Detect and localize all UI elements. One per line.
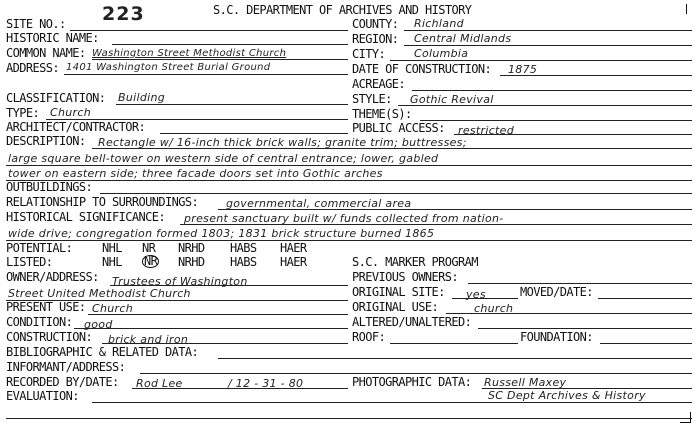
- evaluation-label: EVALUATION:: [6, 389, 79, 403]
- potential-nr: NR: [142, 241, 156, 255]
- recorded-by-value: Rod Lee: [136, 377, 183, 390]
- condition-line: [74, 328, 348, 329]
- recorded-by-line: [132, 388, 348, 389]
- city-line: [390, 60, 692, 61]
- roof-label: ROOF:: [352, 330, 386, 344]
- classification-line: [116, 104, 348, 105]
- significance-line-1: [180, 224, 692, 225]
- crop-mark-top: [686, 4, 687, 14]
- original-use-label: ORIGINAL USE:: [352, 300, 439, 314]
- public-access-label: PUBLIC ACCESS:: [352, 121, 445, 135]
- previous-owners-label: PREVIOUS OWNERS:: [352, 270, 458, 284]
- outbuildings-label: OUTBUILDINGS:: [6, 180, 93, 194]
- themes-line: [420, 120, 692, 121]
- photographer-org-value: SC Dept Archives & History: [488, 389, 646, 402]
- moved-date-line: [598, 298, 692, 299]
- evaluation-line: [92, 402, 692, 403]
- significance-line-1-text: present sanctuary built w/ funds collected from nation-: [184, 212, 504, 225]
- county-label: COUNTY:: [352, 17, 399, 31]
- altered-line: [478, 328, 692, 329]
- listed-nrhd: NRHD: [178, 255, 205, 269]
- original-use-line: [446, 313, 692, 314]
- recorded-date-value: / 12 - 31 - 80: [228, 377, 304, 390]
- foundation-line: [600, 343, 692, 344]
- relationship-label: RELATIONSHIP TO SURROUNDINGS:: [6, 195, 199, 209]
- classification-value: Building: [118, 91, 166, 104]
- public-access-value: restricted: [458, 124, 515, 137]
- owner-label: OWNER/ADDRESS:: [6, 270, 99, 284]
- description-line-2: [6, 165, 692, 166]
- common-name-line: [92, 59, 348, 60]
- description-line-3: [6, 180, 692, 181]
- style-value: Gothic Revival: [410, 93, 494, 106]
- roof-line: [390, 343, 518, 344]
- owner-value-1: Trustees of Washington: [112, 275, 248, 288]
- original-site-label: ORIGINAL SITE:: [352, 285, 445, 299]
- themes-label: THEME(S):: [352, 107, 412, 121]
- construction-line: [102, 343, 348, 344]
- architect-label: ARCHITECT/CONTRACTOR:: [6, 120, 146, 134]
- county-line: [404, 30, 692, 31]
- form-title: S.C. DEPARTMENT OF ARCHIVES AND HISTORY: [213, 3, 472, 17]
- site-no-value: 223: [102, 3, 145, 25]
- style-label: STYLE:: [352, 92, 392, 106]
- relationship-line: [218, 209, 692, 210]
- potential-nhl: NHL: [102, 241, 122, 255]
- original-site-value: yes: [466, 288, 486, 301]
- site-no-line: [70, 30, 348, 31]
- common-name-value: Washington Street Methodist Church: [92, 48, 287, 59]
- listed-habs: HABS: [230, 255, 257, 269]
- classification-label: CLASSIFICATION:: [6, 91, 106, 105]
- potential-nrhd: NRHD: [178, 241, 205, 255]
- city-label: CITY:: [352, 47, 386, 61]
- present-use-line: [88, 314, 348, 315]
- description-line-1-text: Rectangle w/ 16-inch thick brick walls; granite trim; buttresses;: [98, 136, 467, 149]
- listed-haer: HAER: [280, 255, 307, 269]
- listed-nr-circled: NR: [144, 254, 158, 268]
- bibliographic-label: BIBLIOGRAPHIC & RELATED DATA:: [6, 345, 199, 359]
- altered-label: ALTERED/UNALTERED:: [352, 315, 472, 329]
- historic-name-label: HISTORIC NAME:: [6, 31, 99, 45]
- previous-owners-line: [468, 283, 692, 284]
- potential-label: POTENTIAL:: [6, 241, 73, 255]
- type-value: Church: [50, 106, 91, 119]
- description-line-2-text: large square bell-tower on western side of central entrance; lower, gabled: [8, 152, 439, 165]
- recorded-by-label: RECORDED BY/DATE:: [6, 375, 119, 389]
- potential-haer: HAER: [280, 241, 307, 255]
- listed-nhl: NHL: [102, 255, 122, 269]
- city-value: Columbia: [414, 47, 469, 60]
- public-access-line: [454, 134, 692, 135]
- outbuildings-line: [100, 193, 692, 194]
- informant-line: [140, 373, 692, 374]
- listed-nr: [142, 254, 159, 268]
- common-name-label: COMMON NAME:: [6, 46, 86, 60]
- condition-value: good: [84, 318, 113, 331]
- original-site-line: [452, 298, 518, 299]
- site-no-label: SITE NO.:: [6, 17, 66, 31]
- description-line-1: [92, 148, 692, 149]
- bottom-line: [6, 418, 692, 419]
- relationship-value: governmental, commercial area: [226, 197, 412, 210]
- original-use-value: church: [474, 302, 514, 315]
- acreage-label: ACREAGE:: [352, 77, 405, 91]
- type-label: TYPE:: [6, 106, 40, 120]
- owner-value-2: Street United Methodist Church: [8, 287, 191, 300]
- construction-date-value: 1875: [508, 63, 538, 76]
- owner-line-1: [110, 285, 348, 286]
- description-label: DESCRIPTION:: [6, 134, 86, 148]
- foundation-label: FOUNDATION:: [520, 330, 593, 344]
- historic-name-line: [112, 44, 348, 45]
- architect-line: [160, 133, 348, 134]
- address-line: [64, 74, 348, 75]
- crop-mark-bottom: [680, 412, 691, 423]
- potential-habs: HABS: [230, 241, 257, 255]
- photographic-data-label: PHOTOGRAPHIC DATA:: [352, 375, 472, 389]
- county-value: Richland: [414, 17, 464, 30]
- construction-date-label: DATE OF CONSTRUCTION:: [352, 62, 492, 76]
- description-line-3-text: tower on eastern side; three facade doors set into Gothic arches: [8, 167, 383, 180]
- acreage-line: [412, 90, 692, 91]
- significance-line-2-text: wide drive; congregation formed 1803; 1831 brick structure burned 1865: [8, 227, 435, 240]
- region-value: Central Midlands: [414, 32, 512, 45]
- listed-label: LISTED:: [6, 255, 53, 269]
- photographer-value: Russell Maxey: [484, 376, 567, 389]
- construction-label: CONSTRUCTION:: [6, 330, 93, 344]
- region-label: REGION:: [352, 32, 399, 46]
- informant-label: INFORMANT/ADDRESS:: [6, 360, 126, 374]
- condition-label: CONDITION:: [6, 315, 73, 329]
- present-use-value: Church: [92, 302, 133, 315]
- style-line: [398, 105, 692, 106]
- address-label: ADDRESS:: [6, 61, 59, 75]
- construction-value: brick and iron: [108, 333, 189, 346]
- region-line: [404, 45, 692, 46]
- bibliographic-line: [218, 358, 692, 359]
- construction-date-line: [500, 75, 692, 76]
- present-use-label: PRESENT USE:: [6, 300, 86, 314]
- moved-date-label: MOVED/DATE:: [520, 285, 593, 299]
- significance-label: HISTORICAL SIGNIFICANCE:: [6, 210, 165, 224]
- marker-program-label: S.C. MARKER PROGRAM: [352, 255, 478, 269]
- address-value: 1401 Washington Street Burial Ground: [66, 62, 271, 73]
